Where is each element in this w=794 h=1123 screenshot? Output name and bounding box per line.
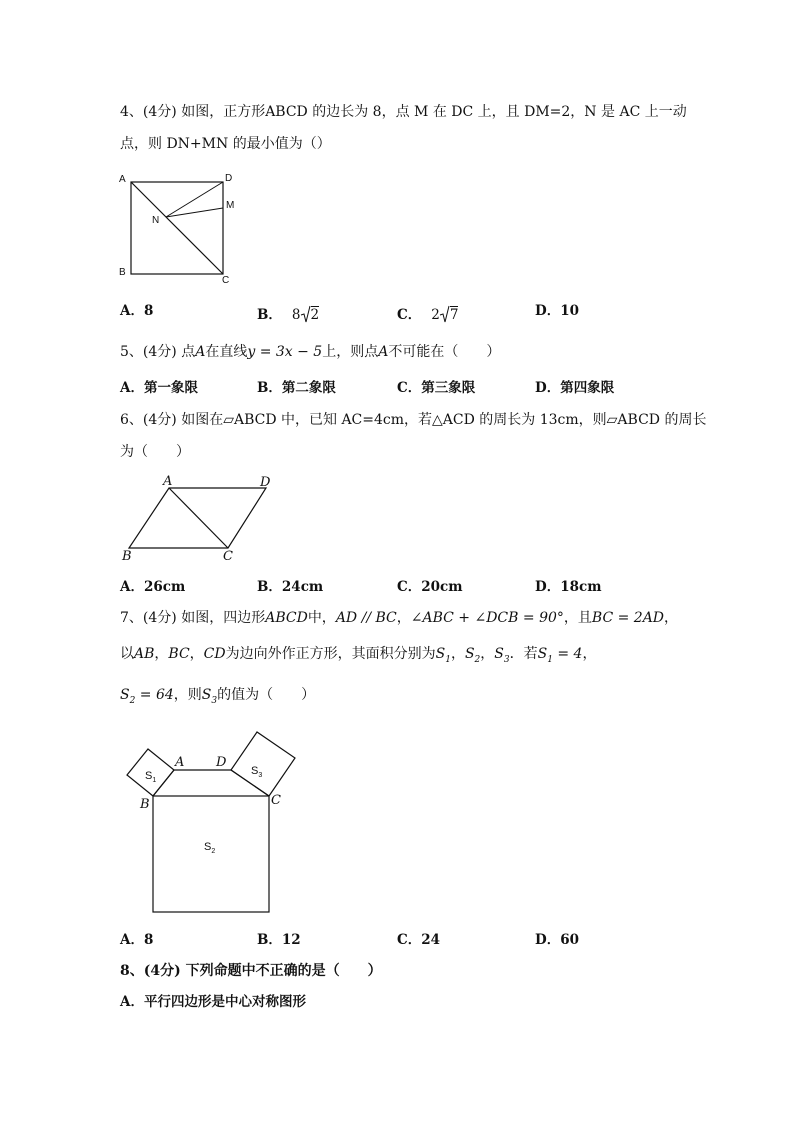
q7-l2-ab: AB [134, 646, 155, 662]
q7-label-c: C [271, 793, 281, 808]
q4-option-c-radicand: 7 [449, 307, 459, 323]
q7-label-s1: $S_1$ [145, 770, 157, 784]
q6-diagonal-ac [169, 488, 228, 548]
q5-text [120, 342, 500, 362]
q7-l2-s3: $S_3$ [494, 646, 510, 665]
q4-option-c-sqrt [440, 301, 459, 325]
q7-l1-mid: 中， [307, 610, 336, 626]
q6-parallelogram-figure [118, 472, 288, 562]
q7-l2-prefix: 以 [120, 646, 134, 662]
q7-l1-end: ， [664, 610, 679, 626]
q7-label-d: D [216, 755, 227, 770]
q6-label-d: D [260, 475, 271, 490]
q4-option-b[interactable] [257, 301, 319, 325]
q6-label-b: B [122, 549, 132, 564]
q7-squares-figure [118, 728, 318, 918]
q6-option-a[interactable]: A．26cm [120, 579, 186, 595]
q6-label-a: A [163, 474, 173, 489]
q5-option-b[interactable]: B．第二象限 [257, 380, 336, 396]
q4-diagonal-ac [131, 182, 223, 274]
q8-text-line1: 8、(4分) 下列命题中不正确的是（ ） [120, 963, 382, 979]
q7-l1-relation: BC = 2AD [591, 610, 665, 626]
q7-label-s2: $S_2$ [204, 841, 216, 855]
q4-option-c-prefix: C． [397, 307, 422, 323]
q7-text-line1 [120, 608, 678, 628]
q7-l2-c1: ， [154, 646, 169, 662]
q7-l1-and: ，且 [563, 610, 592, 626]
q7-l2-cd: CD [203, 646, 226, 662]
q7-l2-bc: BC [168, 646, 190, 662]
q4-label-m: M [226, 200, 235, 211]
q7-l2-comma: ， [582, 646, 597, 662]
q4-label-n: N [152, 215, 160, 226]
q7-l2-cond: $S_1 = 4$ [537, 646, 583, 665]
q7-option-d[interactable]: D．60 [535, 932, 579, 948]
q4-text-line1: 4、(4分) 如图，正方形ABCD 的边长为 8，点 M 在 DC 上，且 DM=2，N 是 AC 上一动 [120, 104, 687, 120]
q4-option-c-coef: 2 [431, 307, 440, 323]
q8-option-a[interactable]: A．平行四边形是中心对称图形 [120, 994, 306, 1010]
q5-option-a[interactable]: A．第一象限 [120, 380, 198, 396]
q7-l2-after: ．若 [509, 646, 538, 662]
q4-option-b-prefix: B． [257, 307, 282, 323]
q7-l1-sep: ， [396, 610, 411, 626]
q4-option-b-sqrt [301, 301, 320, 325]
q7-l3-s3: $S_3$ [201, 687, 218, 706]
q6-label-c: C [223, 549, 233, 564]
q7-l1-angle: ∠ABC + ∠DCB = 90° [410, 610, 564, 626]
q7-text-line2: 以AB，BC，CD为边向外作正方形，其面积分别为$S_1$，$S_2$，$S_3$．若$S_1 = 4$， [120, 646, 597, 665]
q7-option-c[interactable]: C．24 [397, 932, 441, 948]
q4-option-a[interactable]: A．8 [120, 303, 154, 319]
q6-option-b[interactable]: B．24cm [257, 579, 324, 595]
q7-label-s3: $S_3$ [251, 765, 263, 779]
q6-option-c[interactable]: C．20cm [397, 579, 463, 595]
q4-text-line2: 点，则 DN+MN 的最小值为（） [120, 136, 331, 152]
q7-label-b: B [140, 797, 150, 812]
q5-after: 上，则点 [322, 344, 379, 360]
q7-l2-mid: 为边向外作正方形，其面积分别为 [225, 646, 436, 662]
q7-square-s3 [231, 732, 295, 796]
q5-option-d[interactable]: D．第四象限 [535, 380, 615, 396]
q5-option-c[interactable]: C．第三象限 [397, 380, 476, 396]
q4-option-d[interactable]: D．10 [535, 303, 579, 319]
q7-l2-c2: ， [189, 646, 204, 662]
q5-prefix: 5、(4分) 点 [120, 344, 196, 360]
q4-segment-nm [166, 208, 223, 217]
q7-l2-s1: $S_1$ [435, 646, 451, 665]
q5-end: 不可能在（ ） [388, 344, 501, 360]
q6-text-line1: 6、(4分) 如图在▱ABCD 中，已知 AC=4cm，若△ACD 的周长为 13cm，则▱ABCD 的周长 [120, 412, 707, 428]
q5-equation: y = 3x − 5 [247, 344, 323, 360]
q4-square-figure [118, 172, 248, 286]
q7-l1-parallel: AD // BC [335, 610, 397, 626]
q7-l1-prefix: 7、(4分) 如图，四边形 [120, 610, 266, 626]
q5-mid: 在直线 [205, 344, 248, 360]
q5-point-a-2: A [378, 344, 389, 360]
q7-l2-s2: $S_2$ [464, 646, 481, 665]
q6-parallelogram [129, 488, 266, 548]
q7-l3-mid: ，则 [173, 687, 202, 703]
q4-label-b: B [119, 267, 126, 278]
q4-option-b-coef: 8 [291, 307, 301, 323]
q4-segment-nd [166, 182, 223, 217]
q5-point-a-1: A [195, 344, 206, 360]
q4-label-a: A [119, 174, 126, 185]
q7-l3-s2: $S_2 = 64$ [120, 687, 174, 706]
q7-option-b[interactable]: B．12 [257, 932, 301, 948]
q7-label-a: A [175, 755, 185, 770]
q7-option-a[interactable]: A．8 [120, 932, 154, 948]
q6-text-line2: 为（ ） [120, 444, 190, 460]
q7-text-line3 [120, 685, 315, 711]
q7-l3-end: 的值为（ ） [217, 687, 316, 703]
q4-option-b-radicand: 2 [310, 307, 320, 323]
q4-label-d: D [225, 173, 233, 184]
q6-option-d[interactable]: D．18cm [535, 579, 602, 595]
q4-label-c: C [222, 275, 230, 286]
q7-l1-quad: ABCD [265, 610, 308, 626]
q4-option-c[interactable] [397, 301, 458, 325]
